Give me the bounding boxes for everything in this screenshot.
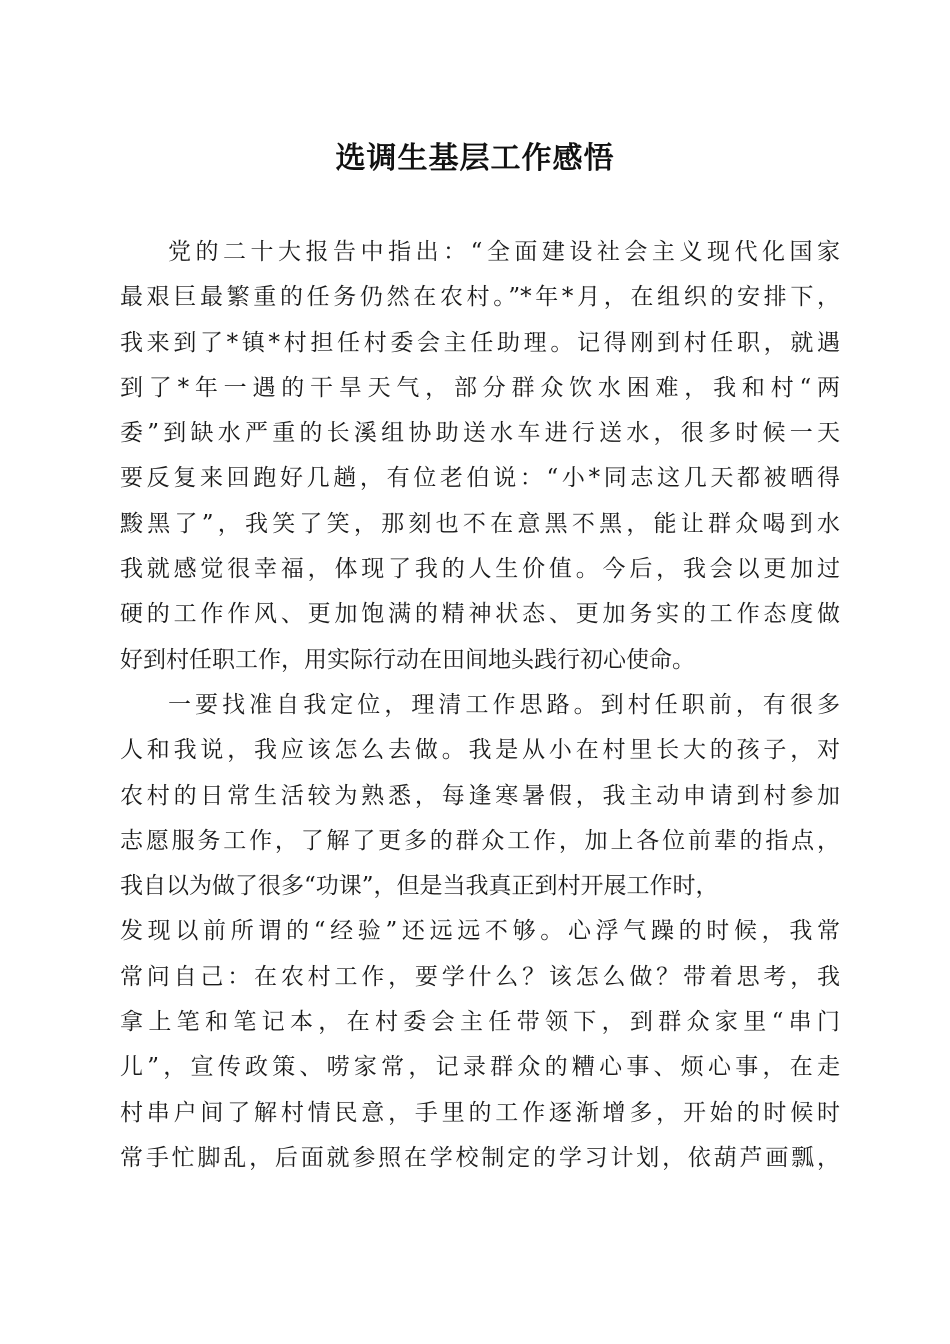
text-line: 常手忙脚乱，后面就参照在学校制定的学习计划，依葫芦画瓢， [120, 1144, 840, 1171]
text-line: 到了*年一遇的干旱天气，部分群众饮水困难，我和村“两 [120, 374, 840, 401]
document-body [120, 230, 840, 1181]
text-line: 村串户间了解村情民意，手里的工作逐渐增多，开始的时候时 [120, 1099, 840, 1126]
text-line: 常问自己：在农村工作，要学什么？该怎么做？带着思考，我 [120, 963, 840, 990]
text-line: 硬的工作作风、更加饱满的精神状态、更加务实的工作态度做 [120, 601, 840, 628]
text-line: 我来到了*镇*村担任村委会主任助理。记得刚到村任职，就遇 [120, 329, 840, 356]
text-line: 最艰巨最繁重的任务仍然在农村。”*年*月，在组织的安排下， [120, 284, 840, 311]
text-line: 拿上笔和笔记本，在村委会主任带领下，到群众家里“串门 [120, 1009, 840, 1036]
text-line: 志愿服务工作，了解了更多的群众工作，加上各位前辈的指点， [120, 827, 840, 854]
paragraph-1 [120, 230, 840, 683]
text-line: 人和我说，我应该怎么去做。我是从小在村里长大的孩子，对 [120, 737, 840, 764]
text-line: 儿”，宣传政策、唠家常，记录群众的糟心事、烦心事，在走 [120, 1054, 840, 1081]
text-line: 我就感觉很幸福，体现了我的人生价值。今后，我会以更加过 [120, 556, 840, 583]
text-line: 黢黑了”，我笑了笑，那刻也不在意黑不黑，能让群众喝到水 [120, 510, 840, 537]
text-line: 农村的日常生活较为熟悉，每逢寒暑假，我主动申请到村参加 [120, 782, 840, 809]
text-line: 委”到缺水严重的长溪组协助送水车进行送水，很多时候一天 [120, 420, 840, 447]
text-line: 我自以为做了很多“功课”，但是当我真正到村开展工作时， [120, 873, 719, 900]
text-line: 发现以前所谓的“经验”还远远不够。心浮气躁的时候，我常 [120, 918, 840, 945]
text-line: 要反复来回跑好几趟，有位老伯说：“小*同志这几天都被晒得 [120, 465, 840, 492]
text-line: 一要找准自我定位，理清工作思路。到村任职前，有很多 [168, 691, 840, 718]
text-line: 党的二十大报告中指出：“全面建设社会主义现代化国家 [168, 239, 840, 265]
paragraph-2 [120, 683, 840, 1181]
text-line: 好到村任职工作，用实际行动在田间地头践行初心使命。 [120, 646, 695, 673]
document-title: 选调生基层工作感悟 [335, 141, 615, 176]
